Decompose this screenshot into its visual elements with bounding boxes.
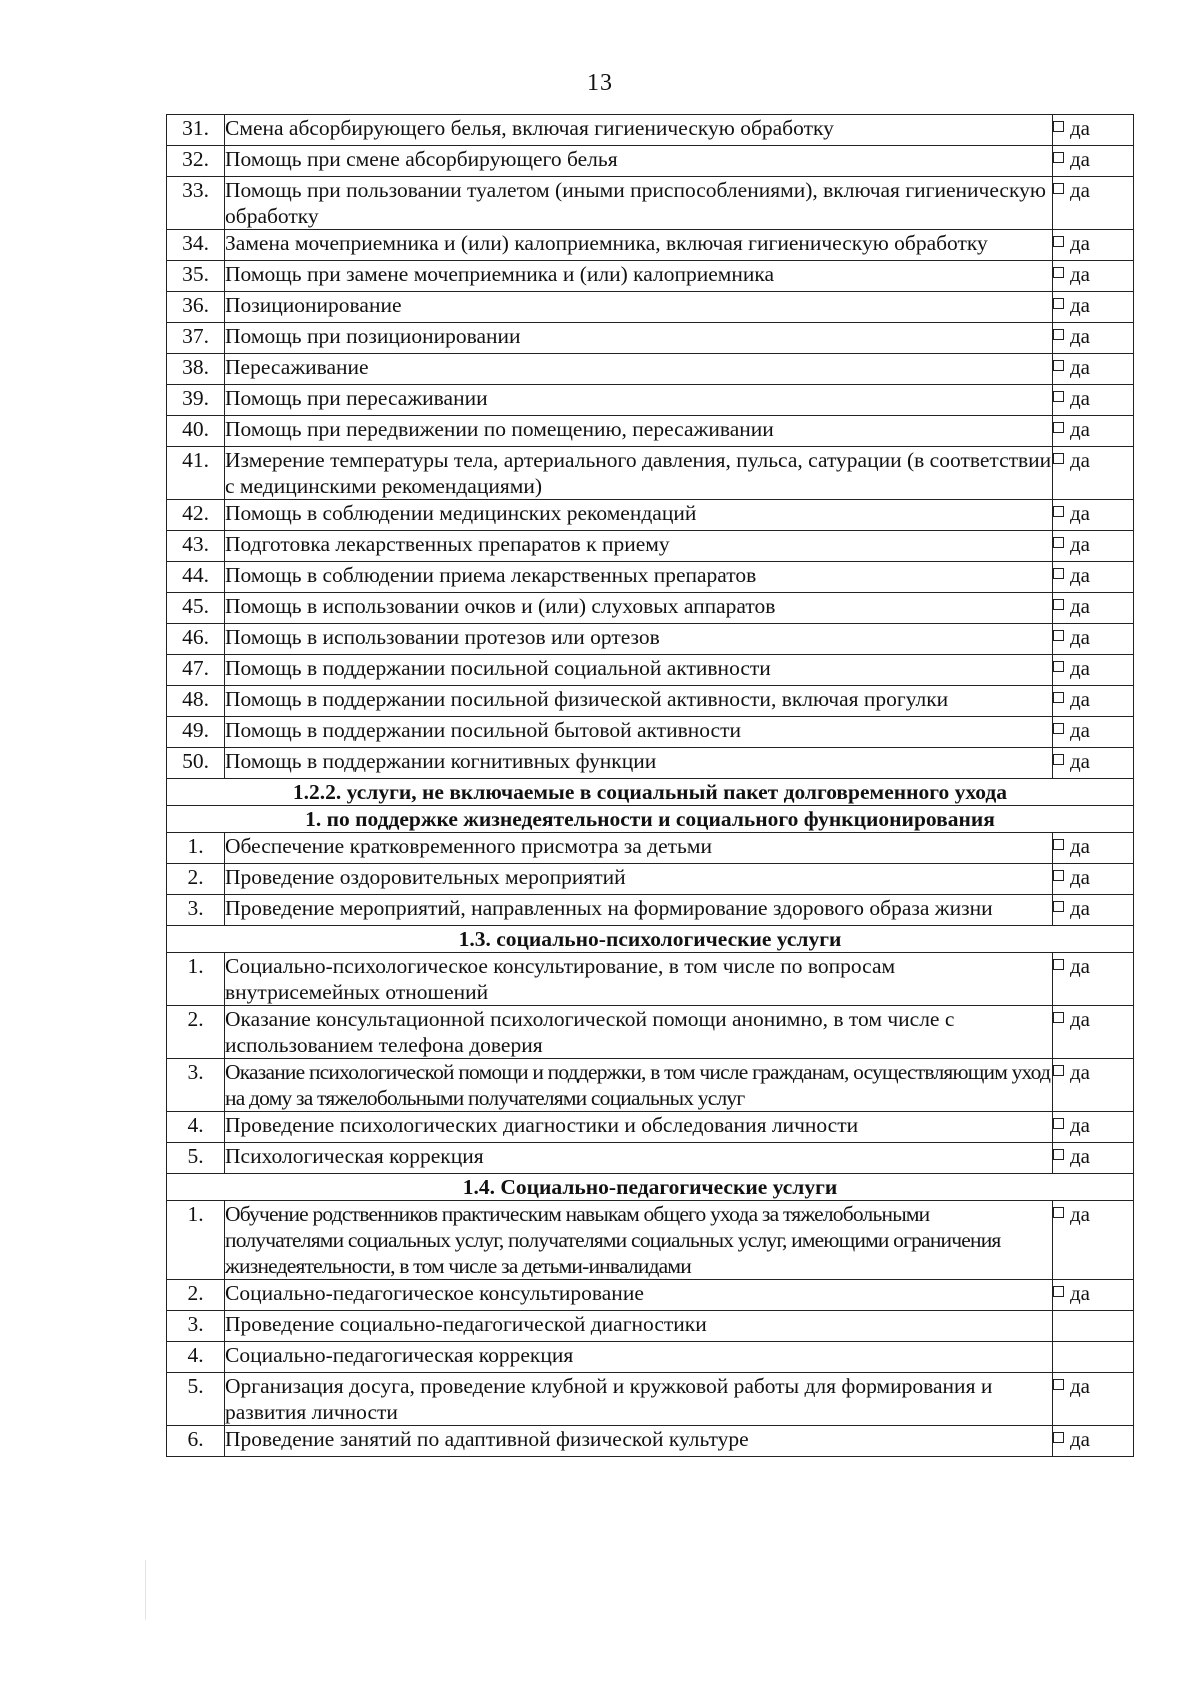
service-number: 1. [167,953,225,1006]
checkbox-label: да [1070,1007,1091,1031]
section-title: 1. по поддержке жизнедеятельности и социального функционирования [167,806,1134,833]
service-row [167,1426,1134,1457]
checkbox-icon[interactable] [1053,506,1064,517]
service-description: Социально-психологическое консультирование, в том числе по вопросам внутрисемейных отношений [225,953,1053,1006]
checkbox-icon[interactable] [1053,183,1064,194]
service-description: Пересаживание [225,354,1053,385]
checkbox-label: да [1070,687,1091,711]
service-description: Обучение родственников практическим навыкам общего ухода за тяжелобольными получателями социальных услуг, получателями социальных услуг, имеющими ограничения жизнедеятельности, в том числе за детьми-инвалидами [225,1201,1053,1280]
checkbox-icon[interactable] [1053,121,1064,132]
service-choice-cell[interactable] [1053,717,1134,748]
service-choice-cell[interactable] [1053,593,1134,624]
service-choice-cell[interactable] [1053,833,1134,864]
service-number: 43. [167,531,225,562]
service-choice-cell[interactable] [1053,416,1134,447]
service-row [167,177,1134,230]
service-number: 1. [167,1201,225,1280]
checkbox-icon[interactable] [1053,959,1064,970]
service-description: Помощь в соблюдении приема лекарственных препаратов [225,562,1053,593]
service-choice-cell[interactable] [1053,531,1134,562]
service-row [167,500,1134,531]
service-row [167,686,1134,717]
checkbox-label: да [1070,355,1091,379]
service-description: Организация досуга, проведение клубной и кружковой работы для формирования и развития личности [225,1373,1053,1426]
checkbox-label: да [1070,1427,1091,1451]
service-row [167,1311,1134,1342]
service-description: Обеспечение кратковременного присмотра за детьми [225,833,1053,864]
service-number: 31. [167,115,225,146]
checkbox-icon[interactable] [1053,839,1064,850]
section-header-row [167,1174,1134,1201]
service-choice-cell[interactable] [1053,1373,1134,1426]
service-choice-cell[interactable] [1053,655,1134,686]
service-choice-cell[interactable] [1053,1059,1134,1112]
service-description: Помощь в использовании очков и (или) слуховых аппаратов [225,593,1053,624]
service-row [167,1373,1134,1426]
checkbox-icon[interactable] [1053,152,1064,163]
checkbox-label: да [1070,448,1091,472]
service-row [167,447,1134,500]
service-row [167,864,1134,895]
service-description: Проведение психологических диагностики и обследования личности [225,1112,1053,1143]
service-description: Помощь в поддержании посильной социальной активности [225,655,1053,686]
service-choice-cell[interactable] [1053,895,1134,926]
service-row [167,292,1134,323]
service-description: Оказание консультационной психологической помощи анонимно, в том числе с использованием телефона доверия [225,1006,1053,1059]
service-number: 6. [167,1426,225,1457]
service-number: 36. [167,292,225,323]
service-number: 40. [167,416,225,447]
service-row [167,1059,1134,1112]
checkbox-icon[interactable] [1053,1432,1064,1443]
checkbox-label: да [1070,1374,1091,1398]
service-row [167,748,1134,779]
checkbox-icon[interactable] [1053,236,1064,247]
service-row [167,953,1134,1006]
checkbox-label: да [1070,594,1091,618]
checkbox-label: да [1070,324,1091,348]
service-choice-cell[interactable] [1053,385,1134,416]
service-number: 46. [167,624,225,655]
checkbox-icon[interactable] [1053,661,1064,672]
service-row [167,531,1134,562]
checkbox-label: да [1070,896,1091,920]
service-number: 48. [167,686,225,717]
checkbox-label: да [1070,1202,1091,1226]
service-choice-cell[interactable] [1053,562,1134,593]
checkbox-label: да [1070,656,1091,680]
scan-artifact-line [145,1560,146,1620]
service-description: Подготовка лекарственных препаратов к приему [225,531,1053,562]
service-row [167,146,1134,177]
service-description: Социально-педагогическое консультирование [225,1280,1053,1311]
service-row [167,115,1134,146]
service-number: 2. [167,1280,225,1311]
service-row [167,562,1134,593]
service-number: 35. [167,261,225,292]
checkbox-label: да [1070,532,1091,556]
service-description: Помощь при передвижении по помещению, пересаживании [225,416,1053,447]
section-header-row [167,779,1134,806]
checkbox-label: да [1070,417,1091,441]
service-row [167,354,1134,385]
service-choice-cell[interactable] [1053,447,1134,500]
service-choice-cell[interactable] [1053,500,1134,531]
service-number: 49. [167,717,225,748]
service-number: 37. [167,323,225,354]
service-row [167,385,1134,416]
service-description: Оказание психологической помощи и поддержки, в том числе гражданам, осуществляющим уход на дому за тяжелобольными получателями социальных услуг [225,1059,1053,1112]
service-description: Замена мочеприемника и (или) калоприемника, включая гигиеническую обработку [225,230,1053,261]
services-table-body [167,115,1134,1457]
checkbox-label: да [1070,749,1091,773]
service-row [167,1201,1134,1280]
service-row [167,1112,1134,1143]
service-choice-cell[interactable] [1053,292,1134,323]
service-description: Проведение оздоровительных мероприятий [225,864,1053,895]
service-choice-cell[interactable] [1053,1112,1134,1143]
service-row [167,416,1134,447]
service-number: 4. [167,1112,225,1143]
service-number: 32. [167,146,225,177]
services-table [166,114,1134,1457]
checkbox-icon[interactable] [1053,422,1064,433]
service-description: Помощь при пересаживании [225,385,1053,416]
checkbox-icon[interactable] [1053,630,1064,641]
service-choice-cell[interactable] [1053,864,1134,895]
service-row [167,717,1134,748]
service-number: 34. [167,230,225,261]
service-row [167,655,1134,686]
checkbox-label: да [1070,386,1091,410]
service-row [167,1342,1134,1373]
service-row [167,1006,1134,1059]
service-choice-cell [1053,1311,1134,1342]
checkbox-icon[interactable] [1053,1149,1064,1160]
checkbox-icon[interactable] [1053,692,1064,703]
checkbox-label: да [1070,147,1091,171]
service-row [167,230,1134,261]
checkbox-label: да [1070,178,1091,202]
service-description: Проведение социально-педагогической диагностики [225,1311,1053,1342]
section-title: 1.2.2. услуги, не включаемые в социальный пакет долговременного ухода [167,779,1134,806]
service-choice-cell[interactable] [1053,146,1134,177]
section-title: 1.3. социально-психологические услуги [167,926,1134,953]
checkbox-icon[interactable] [1053,1118,1064,1129]
service-row [167,624,1134,655]
service-row [167,323,1134,354]
checkbox-icon[interactable] [1053,599,1064,610]
checkbox-icon[interactable] [1053,1379,1064,1390]
service-number: 5. [167,1373,225,1426]
checkbox-icon[interactable] [1053,360,1064,371]
service-choice-cell[interactable] [1053,953,1134,1006]
service-number: 3. [167,1311,225,1342]
checkbox-icon[interactable] [1053,568,1064,579]
service-choice-cell[interactable] [1053,748,1134,779]
service-choice-cell[interactable] [1053,1143,1134,1174]
service-choice-cell[interactable] [1053,686,1134,717]
checkbox-label: да [1070,834,1091,858]
checkbox-icon[interactable] [1053,267,1064,278]
checkbox-label: да [1070,625,1091,649]
checkbox-icon[interactable] [1053,391,1064,402]
section-header-row [167,926,1134,953]
checkbox-label: да [1070,501,1091,525]
service-row [167,593,1134,624]
service-description: Измерение температуры тела, артериального давления, пульса, сатурации (в соответствии с медицинскими рекомендациями) [225,448,1052,498]
page-number: 13 [587,70,613,96]
service-number: 45. [167,593,225,624]
service-description: Помощь в использовании протезов или ортезов [225,624,1053,655]
service-number: 42. [167,500,225,531]
service-choice-cell [1053,1342,1134,1373]
service-number: 47. [167,655,225,686]
service-row [167,1280,1134,1311]
checkbox-icon[interactable] [1053,453,1064,464]
service-number: 4. [167,1342,225,1373]
service-choice-cell[interactable] [1053,1426,1134,1457]
service-description: Помощь в поддержании когнитивных функции [225,748,1053,779]
service-description: Проведение занятий по адаптивной физической культуре [225,1426,1053,1457]
checkbox-label: да [1070,865,1091,889]
checkbox-icon[interactable] [1053,1065,1064,1076]
service-description: Помощь в поддержании посильной физической активности, включая прогулки [225,686,1053,717]
checkbox-label: да [1070,563,1091,587]
service-number: 41. [167,447,225,500]
checkbox-icon[interactable] [1053,723,1064,734]
checkbox-icon[interactable] [1053,870,1064,881]
service-number: 3. [167,895,225,926]
service-description: Помощь при позиционировании [225,323,1053,354]
service-description: Помощь при пользовании туалетом (иными приспособлениями), включая гигиеническую обработку [225,177,1053,230]
checkbox-icon[interactable] [1053,329,1064,340]
checkbox-label: да [1070,1281,1091,1305]
service-choice-cell[interactable] [1053,230,1134,261]
checkbox-label: да [1070,718,1091,742]
service-choice-cell[interactable] [1053,624,1134,655]
service-description: Проведение мероприятий, направленных на формирование здорового образа жизни [225,895,1053,926]
service-number: 33. [167,177,225,230]
service-description: Социально-педагогическая коррекция [225,1342,1053,1373]
service-number: 44. [167,562,225,593]
service-number: 2. [167,864,225,895]
service-description: Позиционирование [225,292,1053,323]
service-description: Психологическая коррекция [225,1143,1053,1174]
service-choice-cell[interactable] [1053,115,1134,146]
checkbox-icon[interactable] [1053,1286,1064,1297]
checkbox-label: да [1070,954,1091,978]
service-row [167,833,1134,864]
checkbox-label: да [1070,262,1091,286]
service-choice-cell[interactable] [1053,1201,1134,1280]
service-number: 2. [167,1006,225,1059]
service-row [167,1143,1134,1174]
checkbox-label: да [1070,1113,1091,1137]
checkbox-label: да [1070,1144,1091,1168]
service-choice-cell[interactable] [1053,354,1134,385]
section-header-row [167,806,1134,833]
checkbox-icon[interactable] [1053,754,1064,765]
service-row [167,261,1134,292]
checkbox-label: да [1070,231,1091,255]
service-choice-cell[interactable] [1053,323,1134,354]
service-choice-cell[interactable] [1053,261,1134,292]
checkbox-icon[interactable] [1053,1207,1064,1218]
service-choice-cell[interactable] [1053,177,1134,230]
checkbox-label: да [1070,116,1091,140]
service-description: Смена абсорбирующего белья, включая гигиеническую обработку [225,115,1053,146]
service-choice-cell[interactable] [1053,1280,1134,1311]
section-title: 1.4. Социально-педагогические услуги [167,1174,1134,1201]
service-description: Помощь при замене мочеприемника и (или) калоприемника [225,261,1053,292]
checkbox-label: да [1070,293,1091,317]
service-number: 50. [167,748,225,779]
service-choice-cell[interactable] [1053,1006,1134,1059]
service-number: 38. [167,354,225,385]
service-number: 3. [167,1059,225,1112]
service-number: 5. [167,1143,225,1174]
checkbox-label: да [1070,1060,1091,1084]
service-description: Помощь в поддержании посильной бытовой активности [225,717,1053,748]
service-number: 39. [167,385,225,416]
service-description: Помощь в соблюдении медицинских рекомендаций [225,500,1053,531]
checkbox-icon[interactable] [1053,298,1064,309]
service-row [167,895,1134,926]
checkbox-icon[interactable] [1053,901,1064,912]
service-number: 1. [167,833,225,864]
checkbox-icon[interactable] [1053,1012,1064,1023]
checkbox-icon[interactable] [1053,537,1064,548]
service-description: Помощь при смене абсорбирующего белья [225,146,1053,177]
